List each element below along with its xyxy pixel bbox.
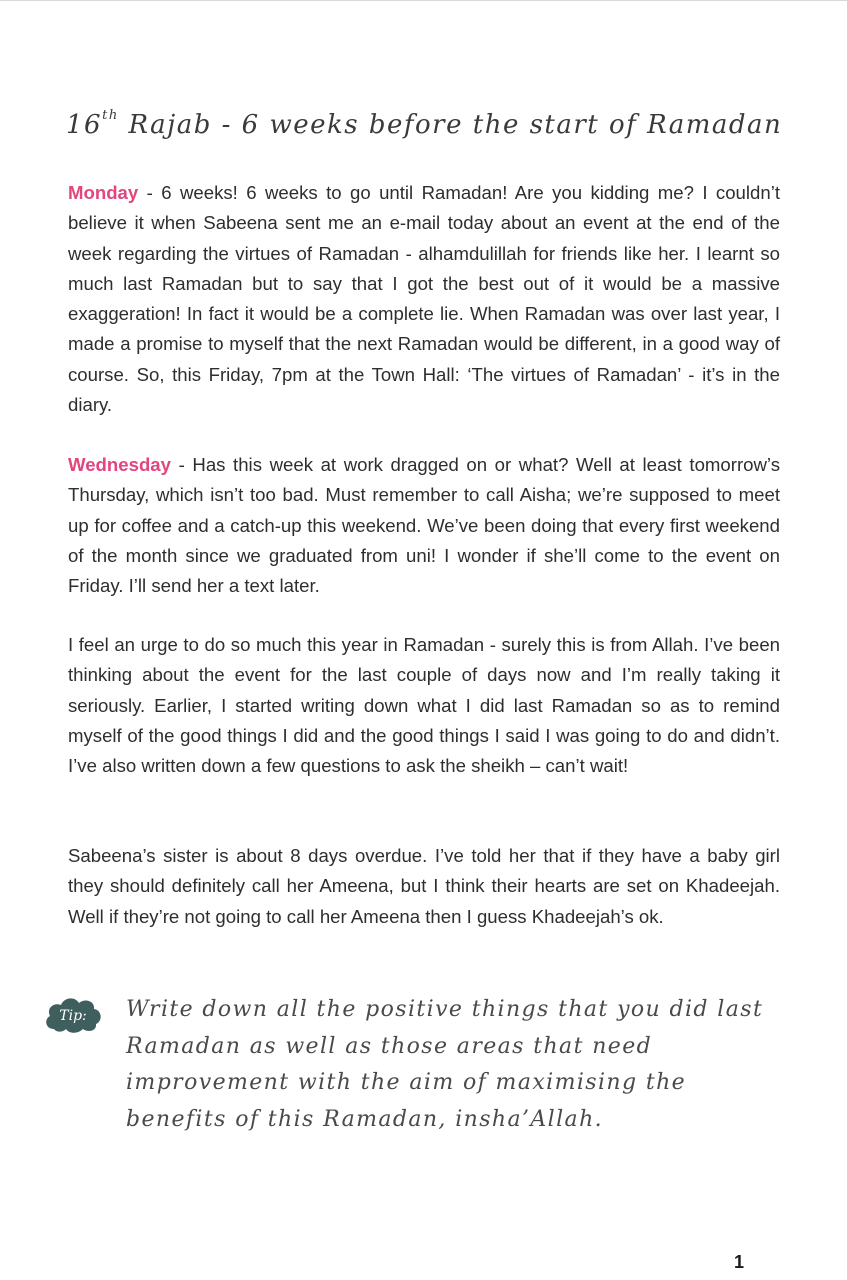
heading-title: Rajab - 6 weeks before the start of Ramadan: [118, 110, 783, 140]
heading-date-number: 16: [66, 110, 103, 140]
entry-text: - 6 weeks! 6 weeks to go until Ramadan! Are you kidding me? I couldn’t believe it when Sabeena sent me an e-mail today about an event at the end of the week regarding the virtues of Ramadan - alhamdulillah for friends like her. I learnt so much last Ramadan but to say that I got the best out of it would be a massive exaggeration! In fact it would be a complete lie. When Ramadan was over last year, I made a promise to myself that the next Ramadan would be different, in a good way of course. So, this Friday, 7pm at the Town Hall: ‘The virtues of Ramadan’ - it’s in the diary.: [68, 182, 780, 416]
day-label-monday: Monday: [68, 182, 139, 203]
diary-entry-monday: [68, 178, 780, 420]
top-edge-line: [0, 0, 847, 1]
day-label-wednesday: Wednesday: [68, 454, 171, 475]
diary-paragraph: [68, 630, 780, 781]
entry-text: - Has this week at work dragged on or what? Well at least tomorrow’s Thursday, which isn’t too bad. Must remember to call Aisha; we’re supposed to meet up for coffee and a catch-up this weekend. We’ve been doing that every first weekend of the month since we graduated from uni! I wonder if she’ll come to the event on Friday. I’ll send her a text later.: [68, 454, 780, 597]
diary-paragraph: [68, 841, 780, 932]
page-number: 1: [733, 1252, 744, 1272]
tip-cloud-icon: [42, 993, 104, 1035]
tip-text: Write down all the positive things that you did last Ramadan as well as those areas that need improvement with the aim of maximising the benefits of this Ramadan, insha’Allah.: [126, 997, 764, 1132]
tip-label: Tip:: [59, 1008, 87, 1024]
entry-text: I feel an urge to do so much this year in Ramadan - surely this is from Allah. I’ve been thinking about the event for the last couple of days now and I’m really taking it seriously. Earlier, I started writing down what I did last Ramadan so as to remind myself of the good things I did and the good things I said I was going to do and didn’t. I’ve also written down a few questions to ask the sheikh – can’t wait!: [68, 634, 780, 777]
heading-date-suffix: th: [102, 108, 119, 124]
diary-entry-wednesday: [68, 450, 780, 601]
diary-heading: [66, 110, 786, 140]
entry-text: Sabeena’s sister is about 8 days overdue. I’ve told her that if they have a baby girl they should definitely call her Ameena, but I think their hearts are set on Khadeejah. Well if they’re not going to call her Ameena then I guess Khadeejah’s ok.: [68, 845, 780, 927]
